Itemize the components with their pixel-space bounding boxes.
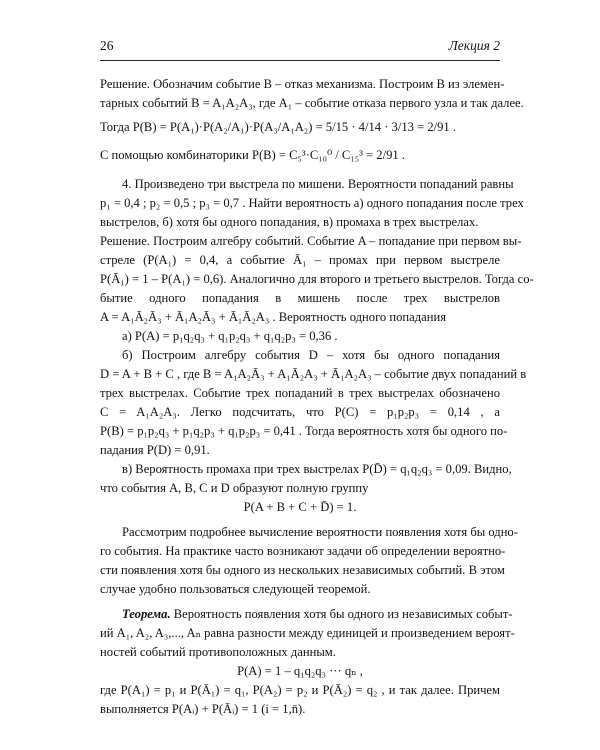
text-line: C = A₁A₂A₃. Легко подсчитать, что P(C) = p₁p₂p₃ = 0,14 , а: [100, 405, 500, 419]
formula-line: а) P(A) = p₁q₂q₃ + q₁p₂q₃ + q₁q₂p₃ = 0,36 .: [122, 329, 338, 343]
text-line: Решение. Построим алгебру событий. Событие A – попадание при первом вы-: [100, 234, 522, 248]
text-line: что события A, B, C и D образуют полную группу: [100, 481, 369, 495]
text-line: A = A₁Ā₂Ā₃ + Ā₁A₂Ā₃ + Ā₁Ā₂A₃ . Вероятность одного попадания: [100, 310, 447, 324]
text-line: в) Вероятность промаха при трех выстрелах P(D̄) = q₁q₂q₃ = 0,09. Видно,: [122, 462, 512, 476]
text-line: ностей событий противоположных данным.: [100, 645, 336, 659]
text-line: случае удобно пользоваться следующей теоремой.: [100, 582, 371, 596]
text-line: Решение. Обозначим событие B – отказ механизма. Построим B из элемен-: [100, 77, 505, 91]
theorem-text: Вероятность появления хотя бы одного из независимых событ-: [170, 607, 513, 621]
text-line: выстрелов, б) хотя бы одного попадания, в) промаха в трех выстрелах.: [100, 215, 479, 229]
text-line: выполняется P(Aᵢ) + P(Āᵢ) = 1 (i = 1,n̄).: [100, 702, 306, 716]
theorem-line: [100, 605, 513, 624]
theorem-label: Теорема.: [122, 607, 171, 621]
problem-statement: 4. Произведено три выстрела по мишени. Вероятности попаданий равны: [122, 177, 514, 191]
text-line: Рассмотрим подробнее вычисление вероятности появления хотя бы одно-: [122, 525, 518, 539]
formula-line: С помощью комбинаторики P(B) = C₅³·C₁₀⁰ / C₁₅³ = 2/91 .: [100, 148, 405, 162]
text-line: го события. На практике часто возникают задачи об определении вероятно-: [100, 544, 506, 558]
text-line: тарных событий B = A₁A₂A₃, где A₁ – событие отказа первого узла и так далее.: [100, 96, 524, 110]
text-line: p₁ = 0,4 ; p₂ = 0,5 ; p₃ = 0,7 . Найти вероятность а) одного попадания после трех: [100, 196, 524, 210]
text-line: б) Построим алгебру события D – хотя бы одного попадания: [122, 348, 500, 362]
formula-line: P(A) = 1 – q₁q₂q₃ ··· qₙ ,: [237, 664, 363, 678]
text-line: D = A + B + C , где B = A₁A₂Ā₃ + A₁Ā₂A₃ + Ā₁A₂A₃ – событие двух попаданий в: [100, 367, 527, 381]
page-number: 26: [100, 38, 114, 53]
text-line: сти появления хотя бы одного из нескольких независимых событий. В этом: [100, 563, 505, 577]
page-header: [100, 38, 500, 61]
text-line: где P(A₁) = p₁ и P(Ā₁) = q₁, P(A₂) = p₂ и P(Ā₂) = q₂ , и так далее. Причем: [100, 683, 500, 697]
formula-line: P(A + B + C + D̄) = 1.: [243, 500, 357, 514]
running-title: Лекция 2: [448, 38, 500, 53]
text-line: бытие одного попадания в мишень после трех выстрелов: [100, 291, 500, 305]
formula-line: Тогда P(B) = P(A₁)·P(A₂/A₁)·P(A₃/A₁A₂) = 5/15 · 4/14 · 3/13 = 2/91 .: [100, 120, 457, 134]
text-line: P(B) = p₁p₂q₃ + p₁q₂p₃ + q₁p₂p₃ = 0,41 . Тогда вероятность хотя бы одного по-: [100, 424, 508, 438]
text-line: стреле (P(A₁) = 0,4, а событие Ā₁ – промах при первом выстреле: [100, 253, 500, 267]
text-line: P(Ā₁) = 1 – P(A₁) = 0,6). Аналогично для второго и третьего выстрелов. Тогда со-: [100, 272, 534, 286]
text-line: падания P(D) = 0,91.: [100, 443, 210, 457]
text-line: ий A₁, A₂, A₃,..., Aₙ равна разности между единицей и произведением вероят-: [100, 626, 515, 640]
text-line: трех выстрелах. Событие трех попаданий в трех выстрелах обозначено: [100, 386, 500, 400]
book-page: [100, 38, 534, 719]
